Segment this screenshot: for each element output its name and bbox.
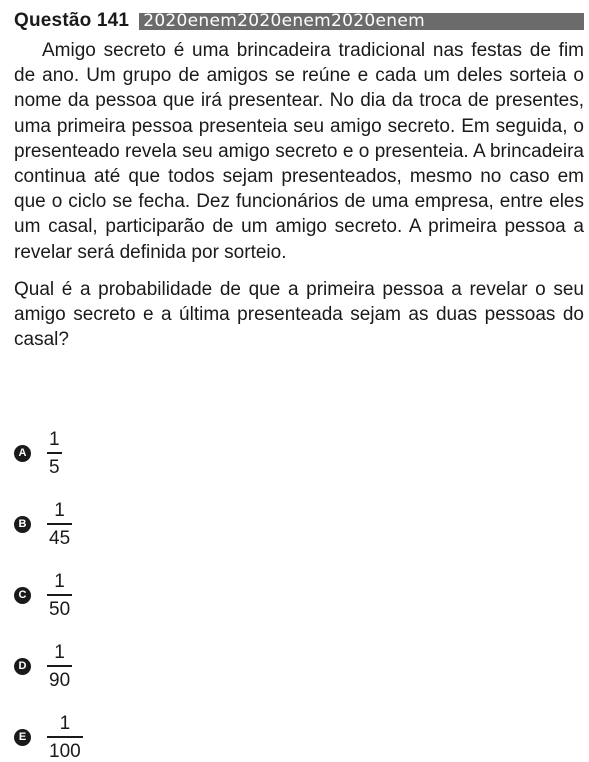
option-a-letter-badge: A (14, 445, 31, 462)
option-c-fraction (47, 571, 72, 620)
option-d-letter-badge: D (14, 658, 31, 675)
option-b[interactable] (14, 500, 72, 549)
option-a-denominator: 5 (49, 456, 60, 478)
option-c-denominator: 50 (49, 598, 71, 620)
option-e[interactable] (14, 713, 83, 762)
option-b-fraction (47, 500, 72, 549)
fraction-bar (47, 452, 62, 454)
option-e-fraction (47, 713, 83, 762)
option-e-denominator: 100 (49, 740, 81, 762)
question-prompt: Qual é a probabilidade de que a primeira pessoa a revelar o seu amigo secreto e a última presenteada sejam as duas pessoas do casal? (14, 278, 584, 351)
option-e-numerator: 1 (59, 713, 71, 734)
fraction-bar (47, 665, 72, 667)
option-c-letter-badge: C (14, 587, 31, 604)
fraction-bar (47, 523, 72, 525)
option-a-fraction (47, 429, 62, 478)
fraction-bar (47, 736, 83, 738)
fraction-bar (47, 594, 72, 596)
option-b-letter-badge: B (14, 516, 31, 533)
option-a-numerator: 1 (49, 429, 60, 450)
option-e-letter-badge: E (14, 729, 31, 746)
watermark-banner: 2020enem2020enem2020enem (139, 13, 584, 30)
option-a[interactable] (14, 429, 62, 478)
option-c[interactable] (14, 571, 72, 620)
question-title: Questão 141 (14, 10, 130, 31)
option-b-denominator: 45 (49, 527, 71, 549)
option-b-numerator: 1 (54, 500, 65, 521)
option-d-numerator: 1 (54, 642, 65, 663)
option-c-numerator: 1 (54, 571, 65, 592)
option-d[interactable] (14, 642, 72, 691)
question-header (14, 8, 584, 34)
question-passage: Amigo secreto é uma brincadeira tradicional nas festas de fim de ano. Um grupo de amigos se reúne e cada um deles sorteia o nome da pessoa que irá presentear. No dia da troca de presentes, uma primeira pessoa presenteia seu amigo secreto. Em seguida, o presenteado revela seu amigo secreto e o presenteia. A brincadeira continua até que todos sejam presenteados, mesmo no caso em que o ciclo se fecha. Dez funcionários de uma empresa, entre eles um casal, participarão de um amigo secreto. A primeira pessoa a revelar será definida por sorteio. (14, 40, 584, 263)
question-page (14, 8, 584, 352)
option-d-fraction (47, 642, 72, 691)
option-d-denominator: 90 (49, 669, 71, 691)
